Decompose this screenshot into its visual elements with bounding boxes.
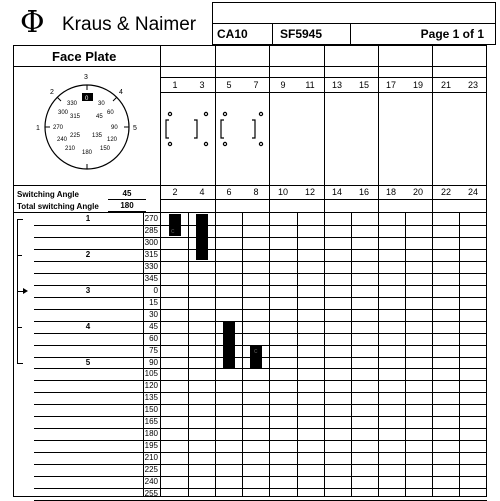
terminal-top-label: 11 xyxy=(305,80,315,90)
angle-label: 345 xyxy=(144,274,158,283)
terminal-column-line xyxy=(188,213,189,497)
terminal-bottom-label: 10 xyxy=(277,187,288,197)
angle-label: 210 xyxy=(144,453,158,462)
angle-row-line xyxy=(34,476,487,477)
terminal-bottom-label: 20 xyxy=(412,187,423,197)
position-label: 1 xyxy=(85,214,91,223)
dial-angle-120: 120 xyxy=(107,137,118,143)
terminal-bottom-label: 6 xyxy=(226,187,232,197)
angle-label: 225 xyxy=(144,465,158,474)
contact-symbol-icon: c xyxy=(171,228,175,235)
angle-row-line xyxy=(34,237,487,238)
dial-angle-150: 150 xyxy=(100,146,111,152)
terminal-column-line xyxy=(459,213,460,497)
terminal-column-line xyxy=(351,213,352,497)
diagram-number: SF5945 xyxy=(280,27,323,41)
angle-row-line xyxy=(34,380,487,381)
terminal-bottom-label: 24 xyxy=(467,187,478,197)
angle-label: 165 xyxy=(144,417,158,426)
angle-label: 150 xyxy=(144,405,158,414)
total-switching-angle-value: 180 xyxy=(108,201,146,212)
angle-row-line xyxy=(34,440,487,441)
dial-label-3: 3 xyxy=(84,74,88,81)
angle-label: 45 xyxy=(149,322,158,331)
dial-angle-180: 180 xyxy=(82,150,93,156)
angle-row-line xyxy=(34,285,487,286)
angle-label: 30 xyxy=(149,310,158,319)
terminal-top-label: 17 xyxy=(385,80,396,90)
closed-contact-bar xyxy=(223,322,235,368)
angle-label: 315 xyxy=(144,250,158,259)
angle-row-line xyxy=(34,392,487,393)
angle-row-line xyxy=(34,404,487,405)
angle-row-line xyxy=(34,309,487,310)
terminal-column-line xyxy=(215,213,216,497)
terminal-top-label: 19 xyxy=(412,80,423,90)
angle-row-line xyxy=(34,368,487,369)
angle-label: 240 xyxy=(144,477,158,486)
angle-label: 105 xyxy=(144,369,158,378)
angle-label: 15 xyxy=(149,298,158,307)
terminal-column-line xyxy=(242,213,243,497)
angle-label: 75 xyxy=(149,346,158,355)
current-position-arrowhead-icon xyxy=(23,288,28,294)
terminal-bottom-label: 22 xyxy=(440,187,451,197)
angle-label: 300 xyxy=(144,238,158,247)
terminal-column-line xyxy=(324,213,325,497)
dial-angle-90: 90 xyxy=(111,125,118,131)
position-bracket-tick xyxy=(17,327,22,328)
dial-angle-330: 330 xyxy=(67,101,78,107)
angle-label: 60 xyxy=(149,334,158,343)
angle-row-line xyxy=(34,416,487,417)
contact-symbols xyxy=(161,92,487,162)
terminal-top-label: 21 xyxy=(440,80,451,90)
angle-label: 0 xyxy=(153,286,158,295)
angle-row-line xyxy=(34,297,487,298)
terminal-top-label: 5 xyxy=(226,80,232,90)
angle-row-line xyxy=(34,261,487,262)
dial-label-2: 2 xyxy=(50,89,54,96)
angle-label: 195 xyxy=(144,441,158,450)
closed-contact-bar xyxy=(196,214,208,260)
angle-label: 285 xyxy=(144,226,158,235)
page-indicator: Page 1 of 1 xyxy=(420,27,484,41)
angle-label: 90 xyxy=(149,358,158,367)
position-label: 2 xyxy=(85,250,91,259)
angle-label: 330 xyxy=(144,262,158,271)
dial-label-5: 5 xyxy=(133,125,137,132)
terminal-bottom-label: 16 xyxy=(358,187,369,197)
total-switching-angle-label: Total switching Angle xyxy=(17,202,99,211)
angle-label: 120 xyxy=(144,381,158,390)
position-bracket-tick xyxy=(17,255,22,256)
contact-5-7-icon xyxy=(221,112,263,145)
terminal-column-line xyxy=(378,213,379,497)
dial-angle-210: 210 xyxy=(65,146,76,152)
terminal-column-line xyxy=(432,213,433,497)
terminal-top-label: 9 xyxy=(280,80,286,90)
model-code: CA10 xyxy=(217,27,248,41)
face-plate-title: Face Plate xyxy=(52,49,117,64)
angle-row-line xyxy=(34,464,487,465)
terminal-bottom-label: 18 xyxy=(385,187,396,197)
terminal-bottom-label: 12 xyxy=(304,187,315,197)
angle-row-line xyxy=(34,488,487,489)
angle-label: 135 xyxy=(144,393,158,402)
dial-angle-270: 270 xyxy=(53,125,64,131)
contact-symbol-icon: c xyxy=(254,348,258,355)
position-label: 3 xyxy=(85,286,91,295)
position-label: 5 xyxy=(85,358,91,367)
angle-row-line xyxy=(34,428,487,429)
dial-label-4: 4 xyxy=(119,89,123,96)
dial-angle-240: 240 xyxy=(57,137,68,143)
terminal-bottom-label: 14 xyxy=(331,187,342,197)
angle-row-line xyxy=(34,452,487,453)
company-name: Kraus & Naimer xyxy=(62,14,197,35)
angle-row-line xyxy=(34,333,487,334)
angle-row-line xyxy=(34,273,487,274)
terminal-top-label: 15 xyxy=(358,80,369,90)
terminal-column-line xyxy=(297,213,298,497)
dial-label-1: 1 xyxy=(36,125,40,132)
terminal-column-line xyxy=(269,213,270,497)
dial-angle-30: 30 xyxy=(98,101,105,107)
dial-angle-225: 225 xyxy=(70,133,81,139)
angle-label: 270 xyxy=(144,214,158,223)
terminal-top-label: 7 xyxy=(253,80,259,90)
angle-label: 180 xyxy=(144,429,158,438)
terminal-top-label: 23 xyxy=(467,80,478,90)
angle-row-line xyxy=(34,249,487,250)
contact-1-3-icon xyxy=(166,112,208,145)
position-bracket-tick xyxy=(17,363,23,364)
dial-angle-300: 300 xyxy=(58,110,69,116)
terminal-bottom-label: 8 xyxy=(253,187,259,197)
switching-angle-label: Switching Angle xyxy=(17,190,79,199)
dial-angle-0: 0 xyxy=(85,96,89,102)
terminal-top-label: 13 xyxy=(331,80,342,90)
position-bracket-tick xyxy=(17,219,23,220)
logo-phi-icon: Φ xyxy=(20,5,45,40)
terminal-bottom-label: 2 xyxy=(172,187,178,197)
terminal-top-label: 1 xyxy=(172,80,178,90)
dial-angle-45: 45 xyxy=(96,114,103,120)
dial-angle-60: 60 xyxy=(107,110,114,116)
terminal-bottom-label: 4 xyxy=(199,187,205,197)
terminal-column-line xyxy=(405,213,406,497)
angle-row-line xyxy=(34,321,487,322)
position-label: 4 xyxy=(85,322,91,331)
terminal-top-label: 3 xyxy=(199,80,205,90)
dial-angle-135: 135 xyxy=(92,133,103,139)
switching-angle-value: 45 xyxy=(108,189,146,200)
angle-label: 255 xyxy=(144,489,158,498)
angle-row-line xyxy=(34,225,487,226)
dial-angle-315: 315 xyxy=(70,114,81,120)
